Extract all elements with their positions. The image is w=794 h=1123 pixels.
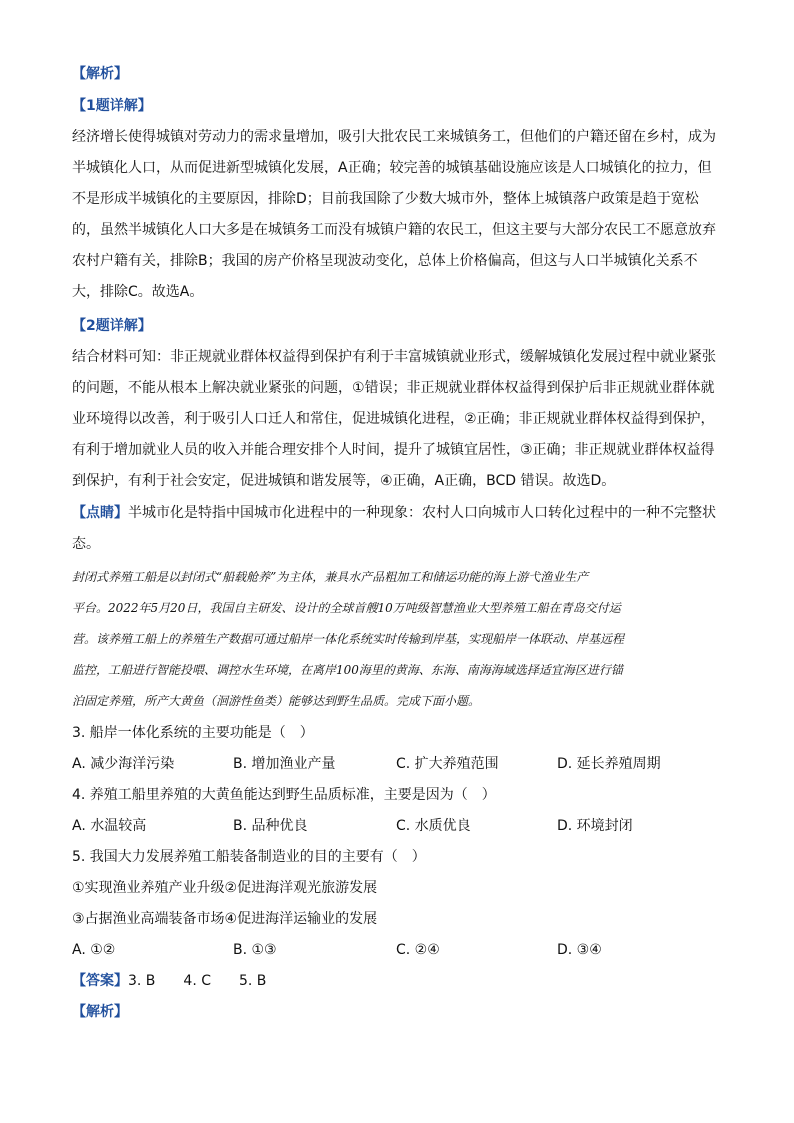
material-line: 泊固定养殖，所产大黄鱼（洄游性鱼类）能够达到野生品质。完成下面小题。 bbox=[72, 694, 481, 708]
tip-line bbox=[72, 498, 724, 529]
q5-option-b: B. ①③ bbox=[233, 942, 277, 958]
material-line: 监控，工船进行智能投喂、调控水生环境，在离岸100海里的黄海、东海、南海海域选择适宜海区进行锚 bbox=[72, 663, 623, 677]
answer-text: 3. B 4. C 5. B bbox=[128, 973, 267, 989]
q1-detail-text bbox=[72, 122, 724, 308]
q1-line: 的，虽然半城镇化人口大多是在城镇务工而没有城镇户籍的农民工，但这主要与大部分农民工不愿意放弃 bbox=[72, 222, 716, 238]
material-line: 营。该养殖工船上的养殖生产数据可通过船岸一体化系统实时传输到岸基，实现船岸一体联动、岸基远程 bbox=[72, 632, 625, 646]
q5-option-d: D. ③④ bbox=[557, 942, 602, 958]
q2-line: 业环境得以改善，利于吸引人口迁人和常住，促进城镇化进程，②正确；非正规就业群体权益得到保护， bbox=[72, 411, 715, 427]
q1-line: 农村户籍有关，排除B；我国的房产价格呈现波动变化，总体上价格偏高，但这与人口半城镇化关系不 bbox=[72, 253, 698, 269]
material-line: 封闭式养殖工船是以封闭式“船载舱养”为主体，兼具水产品粗加工和储运功能的海上游弋渔业生产 bbox=[72, 570, 589, 584]
q1-line: 不是形成半城镇化的主要原因，排除D；目前我国除了少数大城市外，整体上城镇落户政策是趋于宽松 bbox=[72, 191, 699, 207]
tip-line: 态。 bbox=[72, 536, 100, 552]
analysis-heading-2: 【解析】 bbox=[72, 1004, 128, 1020]
q3-option-a: A. 减少海洋污染 bbox=[72, 756, 175, 772]
q3-option-c: C. 扩大养殖范围 bbox=[396, 756, 499, 772]
q4-option-c: C. 水质优良 bbox=[396, 818, 471, 834]
q5-statements-1: ①实现渔业养殖产业升级②促进海洋观光旅游发展 bbox=[72, 880, 378, 896]
q2-detail-heading: 【2题详解】 bbox=[72, 318, 152, 334]
q2-detail-text bbox=[72, 342, 724, 497]
q2-line: 结合材料可知：非正规就业群体权益得到保护有利于丰富城镇就业形式，缓解城镇化发展过程中就业紧张 bbox=[72, 349, 716, 365]
q2-line: 到保护，有利于社会安定，促进城镇和谐发展等，④正确，A正确，BCD 错误。故选D。 bbox=[72, 473, 616, 489]
q2-line: 有利于增加就业人员的收入并能合理安排个人时间，提升了城镇宜居性，③正确；非正规就业群体权益得 bbox=[72, 442, 715, 458]
q3-option-b: B. 增加渔业产量 bbox=[233, 756, 336, 772]
answer-label: 【答案】 bbox=[72, 973, 128, 989]
question-4-stem: 4. 养殖工船里养殖的大黄鱼能达到野生品质标准，主要是因为（ ） bbox=[72, 787, 496, 803]
tip-label: 【点睛】 bbox=[72, 505, 128, 521]
answer-line bbox=[72, 971, 266, 991]
q5-option-c: C. ②④ bbox=[396, 942, 440, 958]
q1-line: 半城镇化人口，从而促进新型城镇化发展，A正确；较完善的城镇基础设施应该是人口城镇化的拉力，但 bbox=[72, 160, 712, 176]
q1-detail-heading: 【1题详解】 bbox=[72, 98, 152, 114]
material-passage bbox=[72, 562, 724, 717]
analysis-heading: 【解析】 bbox=[72, 66, 128, 82]
tip-text: 半城市化是特指中国城市化进程中的一种现象：农村人口向城市人口转化过程中的一种不完整状 bbox=[128, 505, 716, 521]
q4-option-d: D. 环境封闭 bbox=[557, 818, 633, 834]
material-line: 平台。2022年5月20日，我国自主研发、设计的全球首艘10万吨级智慧渔业大型养殖工船在青岛交付运 bbox=[72, 601, 621, 615]
q2-line: 的问题，不能从根本上解决就业紧张的问题，①错误；非正规就业群体权益得到保护后非正规就业群体就 bbox=[72, 380, 715, 396]
q4-option-a: A. 水温较高 bbox=[72, 818, 147, 834]
q3-option-d: D. 延长养殖周期 bbox=[557, 756, 661, 772]
q1-line: 经济增长使得城镇对劳动力的需求量增加，吸引大批农民工来城镇务工，但他们的户籍还留在乡村，成为 bbox=[72, 129, 716, 145]
question-5-stem: 5. 我国大力发展养殖工船装备制造业的目的主要有（ ） bbox=[72, 849, 426, 865]
question-3-stem: 3. 船岸一体化系统的主要功能是（ ） bbox=[72, 725, 314, 741]
q1-line: 大，排除C。故选A。 bbox=[72, 284, 204, 300]
q4-option-b: B. 品种优良 bbox=[233, 818, 308, 834]
q5-option-a: A. ①② bbox=[72, 942, 116, 958]
tip-block bbox=[72, 498, 724, 560]
q5-statements-2: ③占据渔业高端装备市场④促进海洋运输业的发展 bbox=[72, 911, 378, 927]
